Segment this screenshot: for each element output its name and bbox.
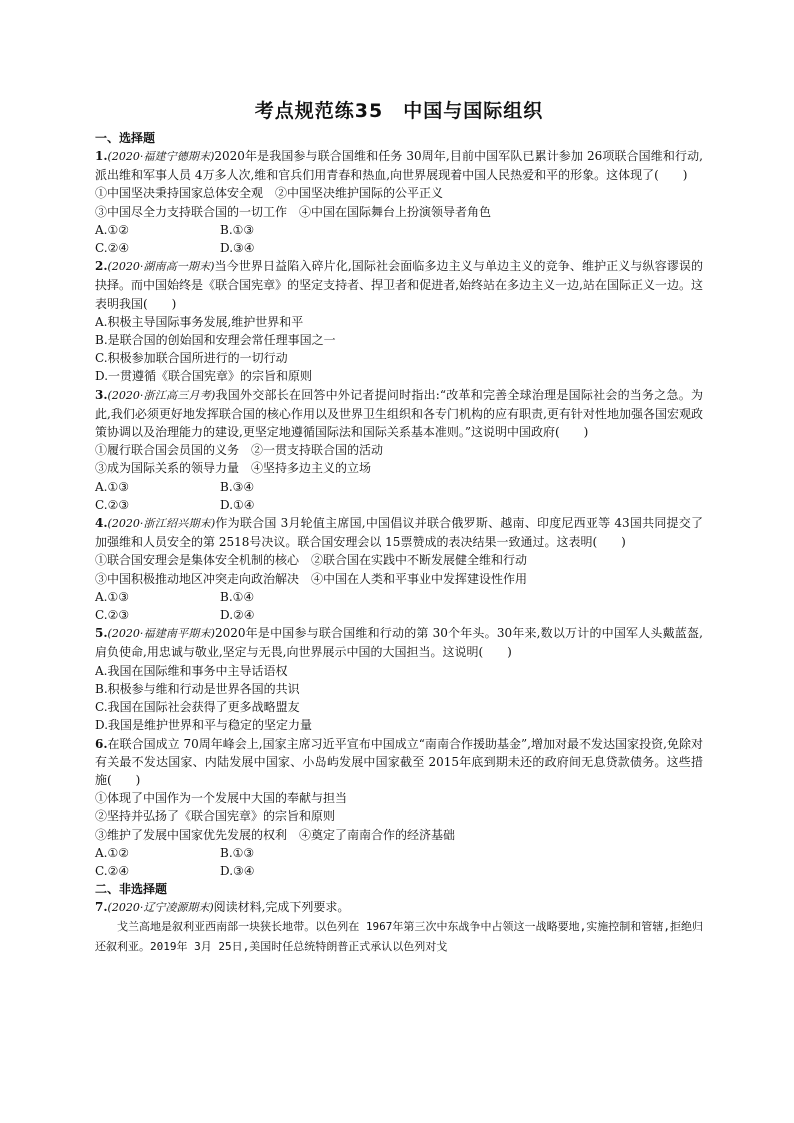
statement-line: ①中国坚决秉持国家总体安全观 ②中国坚决维护国际的公平正义	[95, 186, 444, 201]
reading-material: 戈兰高地是叙利亚西南部一块狭长地带。以色列在 1967年第三次中东战争中占领这一战略要地,实施控制和管辖,拒绝归还叙利亚。2019年 3月 25日,美国时任总统特朗普正式承认以色列对戈	[95, 920, 703, 954]
statement-line: ③中国积极推动地区冲突走向政治解决 ④中国在人类和平事业中发挥建设性作用	[95, 571, 528, 586]
question-text: 当今世界日益陷入碎片化,国际社会面临多边主义与单边主义的竞争、维护正义与纵容谬误的抉择。而中国始终是《联合国宪章》的坚定支持者、捍卫者和促进者,始终站在多边主义一边,站在国际正义一边。这表明我国( )	[95, 259, 703, 311]
question-number: 6.	[95, 736, 108, 751]
question-text: 阅读材料,完成下列要求。	[213, 900, 350, 915]
question-source: (2020·浙江高三月考)	[107, 388, 216, 402]
answer-choices	[95, 478, 703, 514]
question-3	[95, 386, 703, 442]
statement-line: ③中国尽全力支持联合国的一切工作 ④中国在国际舞台上扮演领导者角色	[95, 204, 492, 219]
question-text: 在联合国成立 70周年峰会上,国家主席习近平宣布中国成立“南南合作援助基金”,增加对最不发达国家投资,免除对有关最不发达国家、内陆发展中国家、小岛屿发展中国家截至 2015年底到期未还的政府间无息贷款债务。这些措施( )	[95, 736, 703, 787]
choice-d: D.③④	[220, 241, 255, 256]
question-text: 我国外交部长在回答中外记者提问时指出:“改革和完善全球治理是国际社会的当务之急。为此,我们必须更好地发挥联合国的核心作用以及世界卫生组织和各专门机构的应有职责,更有针对性地加强各国宏观政策协调以及治理能力的建设,更坚定地遵循国际法和国际关系基本准则。”这说明中国政府( )	[95, 387, 703, 440]
choice-b: B.①③	[220, 845, 255, 860]
choice-d: D.一贯遵循《联合国宪章》的宗旨和原则	[95, 369, 313, 384]
choice-a: A.积极主导国际事务发展,维护世界和平	[95, 314, 304, 329]
choice-b: B.积极参与维和行动是世界各国的共识	[95, 681, 300, 696]
choice-d: D.我国是维护世界和平与稳定的坚定力量	[95, 718, 313, 733]
question-source: (2020·浙江绍兴期末)	[107, 517, 216, 531]
question-number: 1.	[95, 149, 108, 163]
choice-c: C.我国在国际社会获得了更多战略盟友	[95, 700, 300, 715]
statement-line: ③维护了发展中国家优先发展的权利 ④奠定了南南合作的经济基础	[95, 827, 456, 842]
choice-c: C.②④	[95, 241, 130, 256]
choice-c: C.②③	[95, 497, 130, 512]
question-number: 4.	[95, 516, 108, 531]
question-1	[95, 147, 703, 184]
choice-b: B.是联合国的创始国和安理会常任理事国之一	[95, 333, 336, 348]
statement-line: ③成为国际关系的领导力量 ④坚持多边主义的立场	[95, 461, 372, 476]
question-text: 作为联合国 3月轮值主席国,中国倡议并联合俄罗斯、越南、印度尼西亚等 43国共同提交了加强维和人员安全的第 2518号决议。联合国安理会以 15票赞成的表决结果一致通过。这表明( )	[95, 516, 703, 550]
choice-c: C.积极参加联合国所进行的一切行动	[95, 351, 288, 366]
question-4	[95, 514, 703, 551]
question-number: 2.	[95, 259, 108, 274]
answer-choices	[95, 588, 703, 624]
statement-line: ①联合国安理会是集体安全机制的核心 ②联合国在实践中不断发展健全维和行动	[95, 553, 528, 568]
question-2	[95, 257, 703, 313]
question-number: 5.	[95, 626, 108, 641]
section-heading-nonchoice: 二、非选择题	[95, 882, 168, 897]
question-text: 2020年是中国参与联合国维和行动的第 30个年头。30年来,数以万计的中国军人头戴蓝盔,肩负使命,用忠诚与敬业,坚定与无畏,向世界展示中国的大国担当。这说明( )	[95, 626, 703, 660]
choice-b: B.①③	[220, 222, 255, 237]
statement-line: ①体现了中国作为一个发展中大国的奉献与担当	[95, 791, 348, 806]
answer-choices	[95, 844, 703, 880]
choice-a: A.①②	[95, 845, 129, 860]
question-source: (2020·湖南高一期末)	[107, 260, 215, 274]
choice-d: D.②④	[220, 608, 255, 623]
question-source: (2020·福建宁德期末)	[107, 150, 215, 163]
choice-a: A.①③	[95, 479, 129, 494]
choice-b: B.③④	[220, 479, 255, 494]
question-source: (2020·福建南平期末)	[107, 627, 215, 641]
choice-c: C.②④	[95, 863, 130, 878]
question-7	[95, 898, 703, 917]
question-number: 7.	[95, 900, 108, 915]
choice-b: B.①④	[220, 589, 255, 604]
statement-line: ①履行联合国会员国的义务 ②一贯支持联合国的活动	[95, 443, 384, 458]
answer-choices	[95, 221, 703, 257]
choice-d: D.①④	[220, 497, 255, 512]
statement-line: ②坚持并弘扬了《联合国宪章》的宗旨和原则	[95, 809, 336, 824]
section-heading-choice: 一、选择题	[95, 131, 156, 145]
question-5	[95, 624, 703, 661]
question-6	[95, 735, 703, 790]
choice-a: A.我国在国际维和事务中主导话语权	[95, 663, 288, 678]
choice-c: C.②③	[95, 608, 130, 623]
page-title: 考点规范练35 中国与国际组织	[254, 100, 544, 122]
worksheet-page	[95, 96, 703, 957]
question-text: 2020年是我国参与联合国维和任务 30周年,目前中国军队已累计参加 26项联合国维和行动,派出维和军事人员 4万多人次,维和官兵们用青春和热血,向世界展现着中国人民热爱和平的形象。这体现了( )	[95, 149, 703, 183]
choice-a: A.①③	[95, 589, 129, 604]
choice-a: A.①②	[95, 222, 129, 237]
question-source: (2020·辽宁凌源期末)	[107, 901, 214, 915]
question-number: 3.	[95, 387, 108, 402]
choice-d: D.③④	[220, 863, 255, 878]
